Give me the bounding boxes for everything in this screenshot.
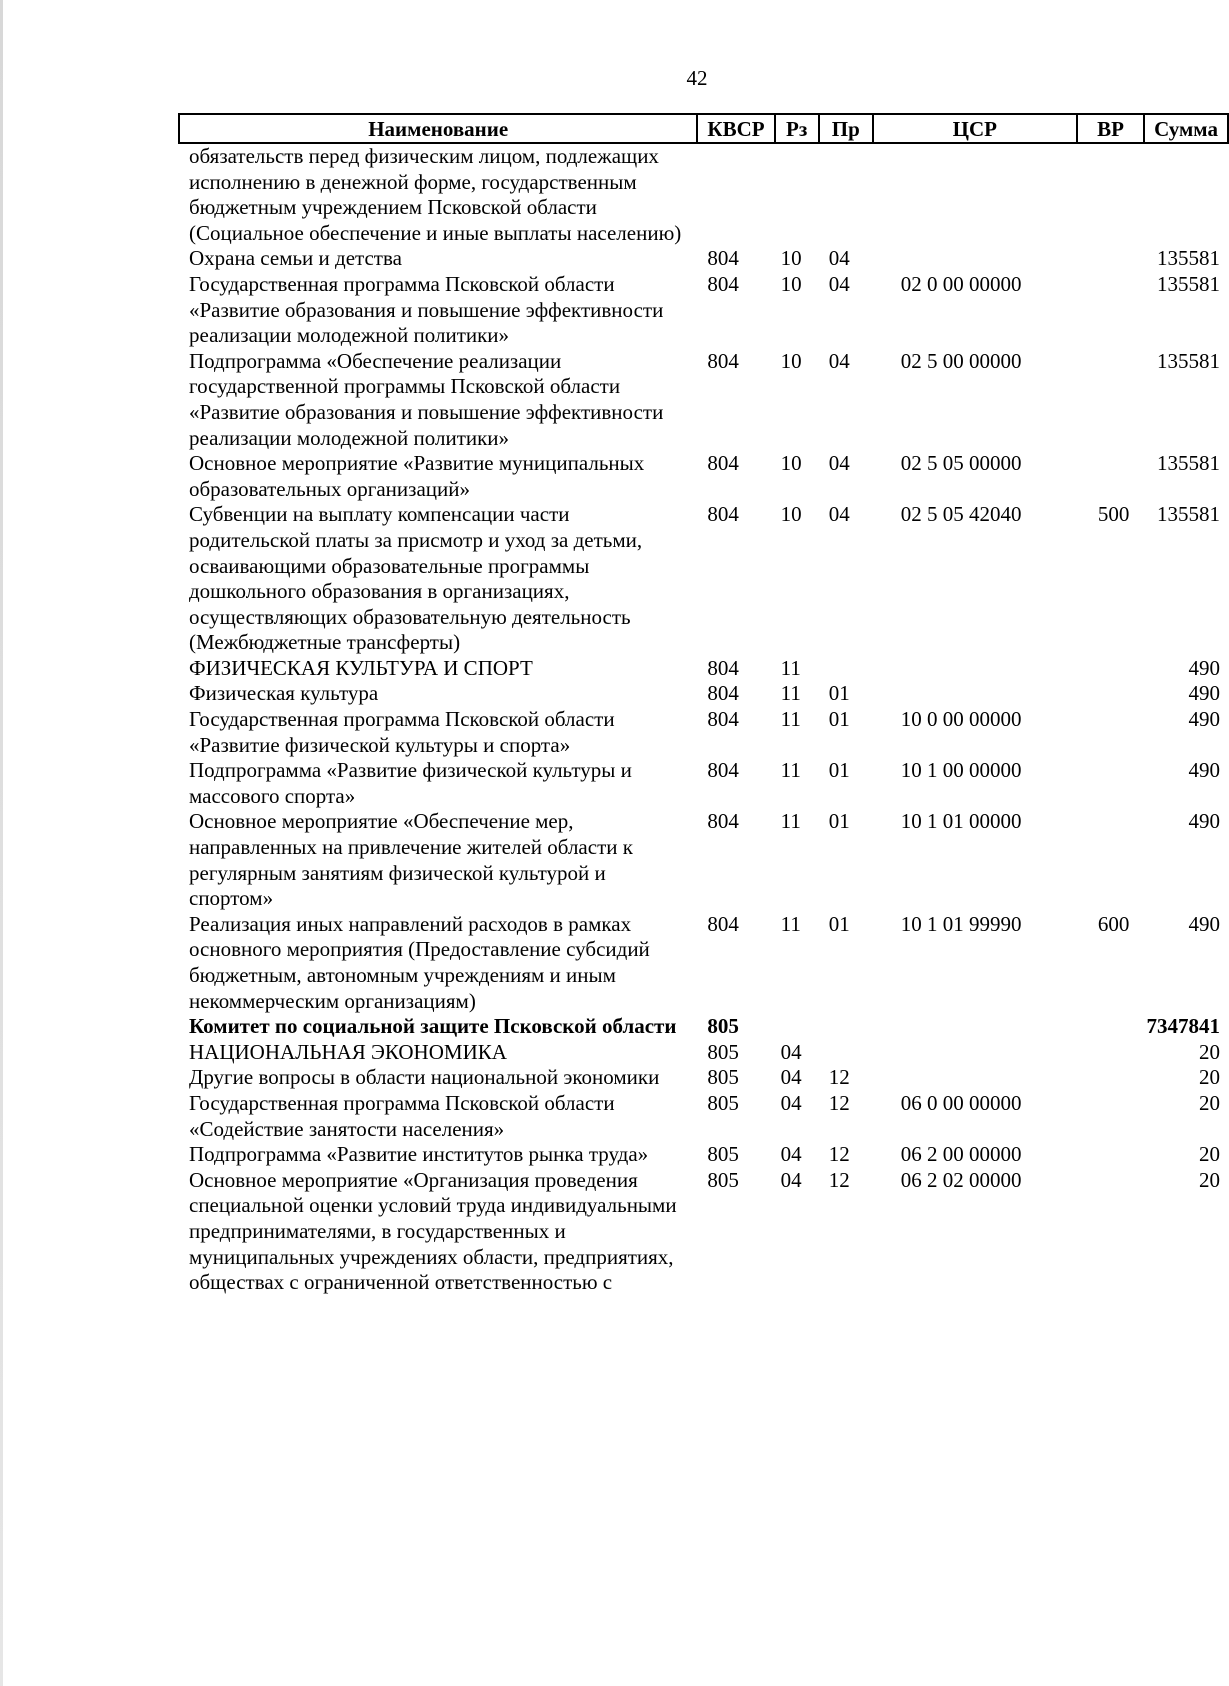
header-sum: Сумма [1144, 114, 1228, 143]
cell-vr [1077, 1168, 1144, 1296]
cell-kvsr [697, 143, 774, 246]
cell-kvsr: 804 [707, 681, 739, 706]
cell-sum: 135581 [1157, 246, 1220, 271]
cell-vr [1077, 1091, 1144, 1142]
cell-rz [775, 1014, 819, 1040]
cell-kvsr: 804 [707, 246, 739, 271]
table-header [179, 114, 1228, 143]
cell-kvsr: 804 [707, 809, 739, 834]
cell-vr [1077, 451, 1144, 502]
table-row [179, 143, 1228, 246]
cell-pr: 01 [828, 681, 850, 706]
cell-kvsr: 804 [707, 502, 739, 527]
cell-kvsr: 804 [707, 655, 739, 680]
cell-pr [819, 143, 873, 246]
table-body [179, 143, 1228, 1296]
cell-pr: 04 [828, 348, 850, 373]
cell-sum: 490 [1188, 809, 1220, 834]
cell-name: ФИЗИЧЕСКАЯ КУЛЬТУРА И СПОРТ [189, 655, 533, 680]
cell-name: Государственная программа Псковской области «Развитие физической культуры и спорта» [189, 707, 615, 757]
cell-kvsr: 804 [707, 271, 739, 296]
cell-name: Основное мероприятие «Обеспечение мер, направленных на привлечение жителей области к регулярным занятиям физической культурой и спортом» [189, 809, 633, 911]
cell-rz [775, 143, 819, 246]
cell-sum: 135581 [1157, 348, 1220, 373]
cell-pr: 12 [828, 1065, 850, 1090]
cell-vr [1077, 143, 1144, 246]
cell-csr [873, 143, 1077, 246]
cell-csr: 06 2 02 00000 [900, 1167, 1022, 1192]
table-row [179, 1091, 1228, 1142]
cell-vr [1077, 1065, 1144, 1091]
cell-csr [873, 246, 1077, 272]
cell-rz: 10 [780, 271, 802, 296]
cell-vr [1077, 1040, 1144, 1066]
cell-rz: 10 [780, 246, 802, 271]
cell-name: Физическая культура [189, 681, 379, 706]
cell-kvsr: 804 [707, 911, 739, 936]
cell-sum: 490 [1188, 655, 1220, 680]
table-row [179, 809, 1228, 911]
cell-pr: 12 [828, 1167, 850, 1192]
cell-rz: 11 [780, 911, 801, 936]
cell-sum: 135581 [1157, 502, 1220, 527]
cell-vr [1077, 349, 1144, 451]
cell-sum: 135581 [1157, 271, 1220, 296]
table-row [179, 707, 1228, 758]
cell-sum: 20 [1199, 1065, 1220, 1090]
cell-sum: 7347841 [1146, 1014, 1220, 1039]
cell-name: НАЦИОНАЛЬНАЯ ЭКОНОМИКА [189, 1039, 507, 1064]
cell-pr [819, 1040, 873, 1066]
cell-name: Комитет по социальной защите Псковской области [189, 1014, 677, 1039]
table-row [179, 502, 1228, 656]
cell-rz: 10 [780, 451, 802, 476]
cell-kvsr: 804 [707, 451, 739, 476]
cell-csr [873, 1065, 1077, 1091]
cell-kvsr: 805 [707, 1142, 739, 1167]
cell-rz: 04 [780, 1065, 802, 1090]
cell-vr [1077, 681, 1144, 707]
header-pr: Пр [819, 114, 873, 143]
cell-kvsr: 805 [707, 1090, 739, 1115]
cell-name: Подпрограмма «Развитие физической культуры и массового спорта» [189, 758, 632, 808]
cell-kvsr: 805 [707, 1167, 739, 1192]
table-row [179, 451, 1228, 502]
cell-sum: 135581 [1157, 451, 1220, 476]
cell-pr: 04 [828, 451, 850, 476]
cell-sum: 20 [1199, 1039, 1220, 1064]
cell-pr: 01 [828, 911, 850, 936]
cell-vr [1077, 758, 1144, 809]
cell-pr: 01 [828, 707, 850, 732]
cell-csr: 06 2 00 00000 [900, 1142, 1022, 1167]
cell-csr: 02 5 05 00000 [900, 451, 1022, 476]
cell-pr: 01 [828, 809, 850, 834]
cell-kvsr: 805 [707, 1065, 739, 1090]
cell-csr: 02 5 05 42040 [900, 502, 1022, 527]
cell-csr: 10 0 00 00000 [900, 707, 1022, 732]
table-row [179, 246, 1228, 272]
header-rz: Рз [775, 114, 819, 143]
cell-vr [1077, 1142, 1144, 1168]
cell-csr: 06 0 00 00000 [900, 1090, 1022, 1115]
cell-rz: 11 [780, 707, 801, 732]
cell-pr: 04 [828, 246, 850, 271]
cell-sum: 20 [1199, 1090, 1220, 1115]
cell-rz: 10 [780, 502, 802, 527]
cell-name: Государственная программа Псковской области «Содействие занятости населения» [189, 1090, 615, 1141]
cell-rz: 04 [780, 1039, 802, 1064]
cell-vr [1077, 1014, 1144, 1040]
cell-pr: 12 [828, 1090, 850, 1115]
cell-kvsr: 805 [707, 1039, 739, 1064]
cell-name: Подпрограмма «Развитие институтов рынка труда» [189, 1142, 649, 1167]
scan-edge [0, 0, 3, 1686]
table-row [179, 349, 1228, 451]
cell-rz: 04 [780, 1167, 802, 1192]
table-row [179, 681, 1228, 707]
page-number: 42 [686, 66, 708, 90]
header-vr: ВР [1077, 114, 1144, 143]
budget-table [178, 113, 1229, 1296]
cell-rz: 10 [780, 348, 802, 373]
cell-sum [1144, 143, 1228, 246]
cell-sum: 490 [1188, 911, 1220, 936]
cell-vr [1077, 656, 1144, 682]
cell-name: Государственная программа Псковской области «Развитие образования и повышение эффективности реализации молодежной политики» [189, 271, 664, 348]
table-row [179, 912, 1228, 1014]
cell-csr: 10 1 00 00000 [900, 758, 1022, 783]
cell-csr: 02 0 00 00000 [900, 271, 1022, 296]
cell-sum: 490 [1188, 758, 1220, 783]
cell-pr [819, 656, 873, 682]
cell-name: Реализация иных направлений расходов в рамках основного мероприятия (Предоставление субсидий бюджетным, автономным учреждениям и иным некоммерческим организациям) [189, 911, 650, 1013]
cell-vr [1077, 809, 1144, 911]
cell-vr: 600 [1097, 911, 1130, 936]
table-row [179, 758, 1228, 809]
cell-csr [873, 1040, 1077, 1066]
cell-rz: 11 [780, 655, 801, 680]
cell-pr: 04 [828, 502, 850, 527]
cell-name: Основное мероприятие «Развитие муниципальных образовательных организаций» [189, 451, 645, 501]
table-row [179, 1142, 1228, 1168]
table-row [179, 1014, 1228, 1040]
cell-kvsr: 804 [707, 348, 739, 373]
cell-pr: 04 [828, 271, 850, 296]
cell-pr: 01 [828, 758, 850, 783]
cell-csr: 10 1 01 99990 [900, 911, 1022, 936]
header-csr: ЦСР [873, 114, 1077, 143]
cell-csr [873, 681, 1077, 707]
cell-name: Основное мероприятие «Организация проведения специальной оценки условий труда индивидуальными предпринимателями, в государственных и муниципальных учреждениях области, предприятиях, обществах с ограниченной ответственностью с [189, 1167, 677, 1295]
cell-name: Подпрограмма «Обеспечение реализации государственной программы Псковской области «Развитие образования и повышение эффективности реализации молодежной политики» [189, 348, 664, 450]
cell-kvsr: 804 [707, 707, 739, 732]
cell-name: обязательств перед физическим лицом, подлежащих исполнению в денежной форме, государственным бюджетным учреждением Псковской области (Социальное обеспечение и иные выплаты населению) [189, 144, 682, 245]
cell-sum: 20 [1199, 1167, 1220, 1192]
cell-rz: 11 [780, 758, 801, 783]
cell-vr: 500 [1097, 502, 1130, 527]
cell-kvsr: 805 [707, 1014, 739, 1039]
cell-vr [1077, 272, 1144, 349]
cell-rz: 11 [780, 809, 801, 834]
cell-sum: 490 [1188, 707, 1220, 732]
table-row [179, 1065, 1228, 1091]
header-row [179, 114, 1228, 143]
table-row [179, 1168, 1228, 1296]
cell-vr [1077, 707, 1144, 758]
cell-name: Субвенции на выплату компенсации части родительской платы за присмотр и уход за детьми, осваивающими образовательные программы дошкольного образования в организациях, осуществляющих образовательную деятельность (Межбюджетные трансферты) [189, 502, 643, 655]
cell-kvsr: 804 [707, 758, 739, 783]
header-name: Наименование [179, 114, 697, 143]
cell-csr: 10 1 01 00000 [900, 809, 1022, 834]
table-row [179, 272, 1228, 349]
cell-pr [819, 1014, 873, 1040]
cell-rz: 04 [780, 1142, 802, 1167]
cell-csr [873, 656, 1077, 682]
cell-sum: 20 [1199, 1142, 1220, 1167]
header-kvsr: КВСР [697, 114, 774, 143]
cell-name: Охрана семьи и детства [189, 246, 402, 271]
cell-csr: 02 5 00 00000 [900, 348, 1022, 373]
cell-sum: 490 [1188, 681, 1220, 706]
cell-pr: 12 [828, 1142, 850, 1167]
table-row [179, 656, 1228, 682]
cell-csr [873, 1014, 1077, 1040]
cell-name: Другие вопросы в области национальной экономики [189, 1065, 660, 1090]
cell-rz: 11 [780, 681, 801, 706]
cell-rz: 04 [780, 1090, 802, 1115]
table-row [179, 1040, 1228, 1066]
cell-vr [1077, 246, 1144, 272]
